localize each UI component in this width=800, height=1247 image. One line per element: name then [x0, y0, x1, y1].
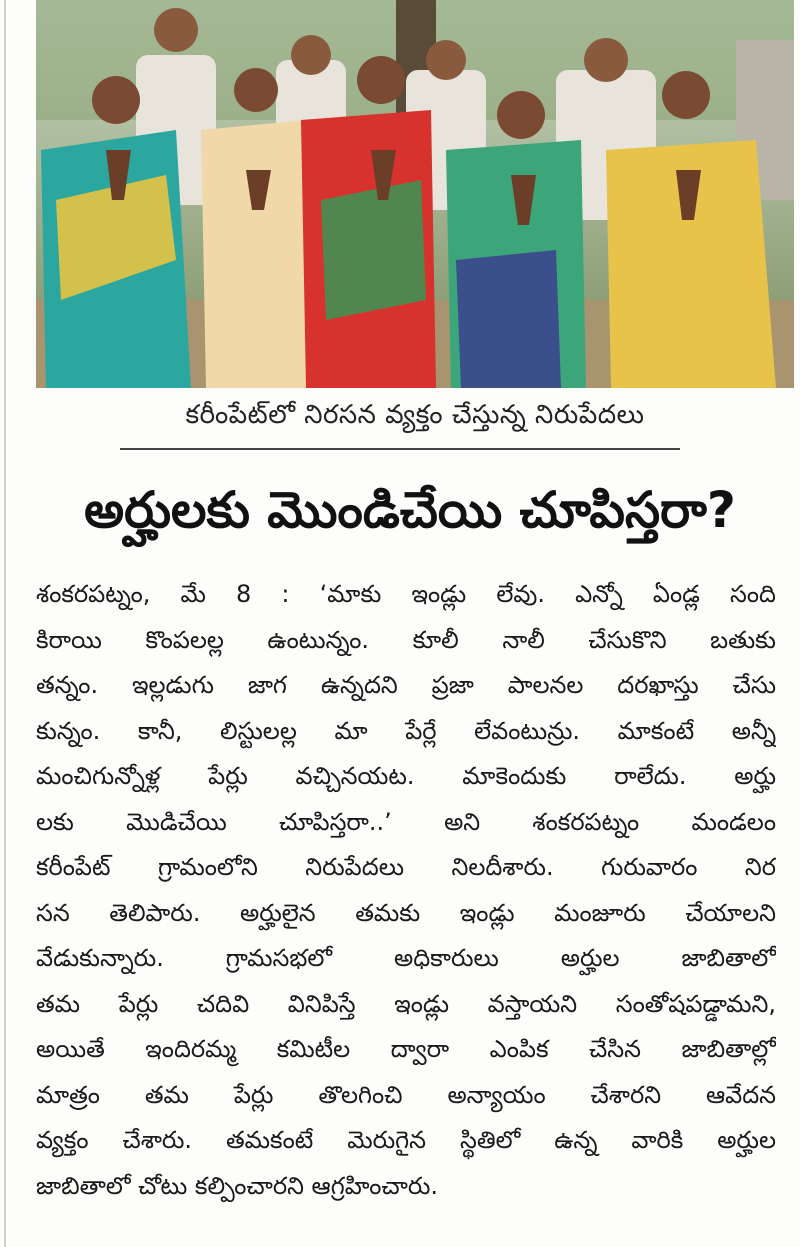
body-line: తన్నం. ఇల్లడుగు జాగ ఉన్నదని ప్రజా పాలనల దరఖాస్తు చేసు	[36, 671, 776, 699]
article-photo	[36, 0, 794, 388]
column-rule	[4, 0, 6, 1247]
body-line: జాబితాలో చోటు కల్పించారని ఆగ్రహించారు.	[36, 1171, 439, 1200]
body-line: కున్నం. కానీ, లిస్టులల్ల మా పేర్లే లేవంటున్రు. మాకంటే అన్నీ	[36, 716, 776, 745]
body-line: శంకరపట్నం, మే 8 : ‘మాకు ఇండ్లు లేవు. ఎన్నో ఏండ్ల సంది	[36, 580, 776, 608]
body-line: అయితే ఇందిరమ్మ కమిటీల ద్వారా ఎంపిక చేసిన జాబితాల్లో	[36, 1035, 776, 1063]
body-line: లకు మొడిచేయి చూపిస్తరా..’ అని శంకరపట్నం మండలం	[36, 807, 776, 836]
body-line: మాత్రం తమ పేర్లు తొలగించి అన్యాయం చేశారని ఆవేదన	[36, 1080, 776, 1109]
caption-divider	[120, 448, 680, 450]
body-line: తమ పేర్లు చదివి వినిపిస్తే ఇండ్లు వస్తాయని సంతోషపడ్డామని,	[36, 989, 776, 1018]
body-line: వ్యక్తం చేశారు. తమకంటే మెరుగైన స్థితిలో ఉన్న వారికి అర్హుల	[36, 1126, 776, 1154]
body-line: కిరాయి కొంపలల్ల ఉంటున్నం. కూలీ నాలీ చేసుకొని బతుకు	[36, 625, 776, 654]
body-line: సన తెలిపారు. అర్హులైన తమకు ఇండ్లు మంజూరు చేయాలని	[36, 898, 776, 927]
body-line: మంచిగున్నోళ్ల పేర్లు వచ్చినయట. మాకెందుకు రాలేదు. అర్హు	[36, 762, 776, 790]
body-line: కరీంపేట్ గ్రామంలోని నిరుపేదలు నిలదీశారు. గురువారం నిర	[36, 853, 776, 881]
article-body	[36, 572, 776, 1209]
body-line: వేడుకున్నారు. గ్రామసభలో అధికారులు అర్హుల జాబితాలో	[36, 944, 776, 972]
article-headline: అర్హులకు మొండిచేయి చూపిస్తరా?	[84, 480, 736, 539]
photo-caption: కరీంపేట్‌లో నిరసన వ్యక్తం చేస్తున్న నిరుపేదలు	[185, 400, 645, 430]
